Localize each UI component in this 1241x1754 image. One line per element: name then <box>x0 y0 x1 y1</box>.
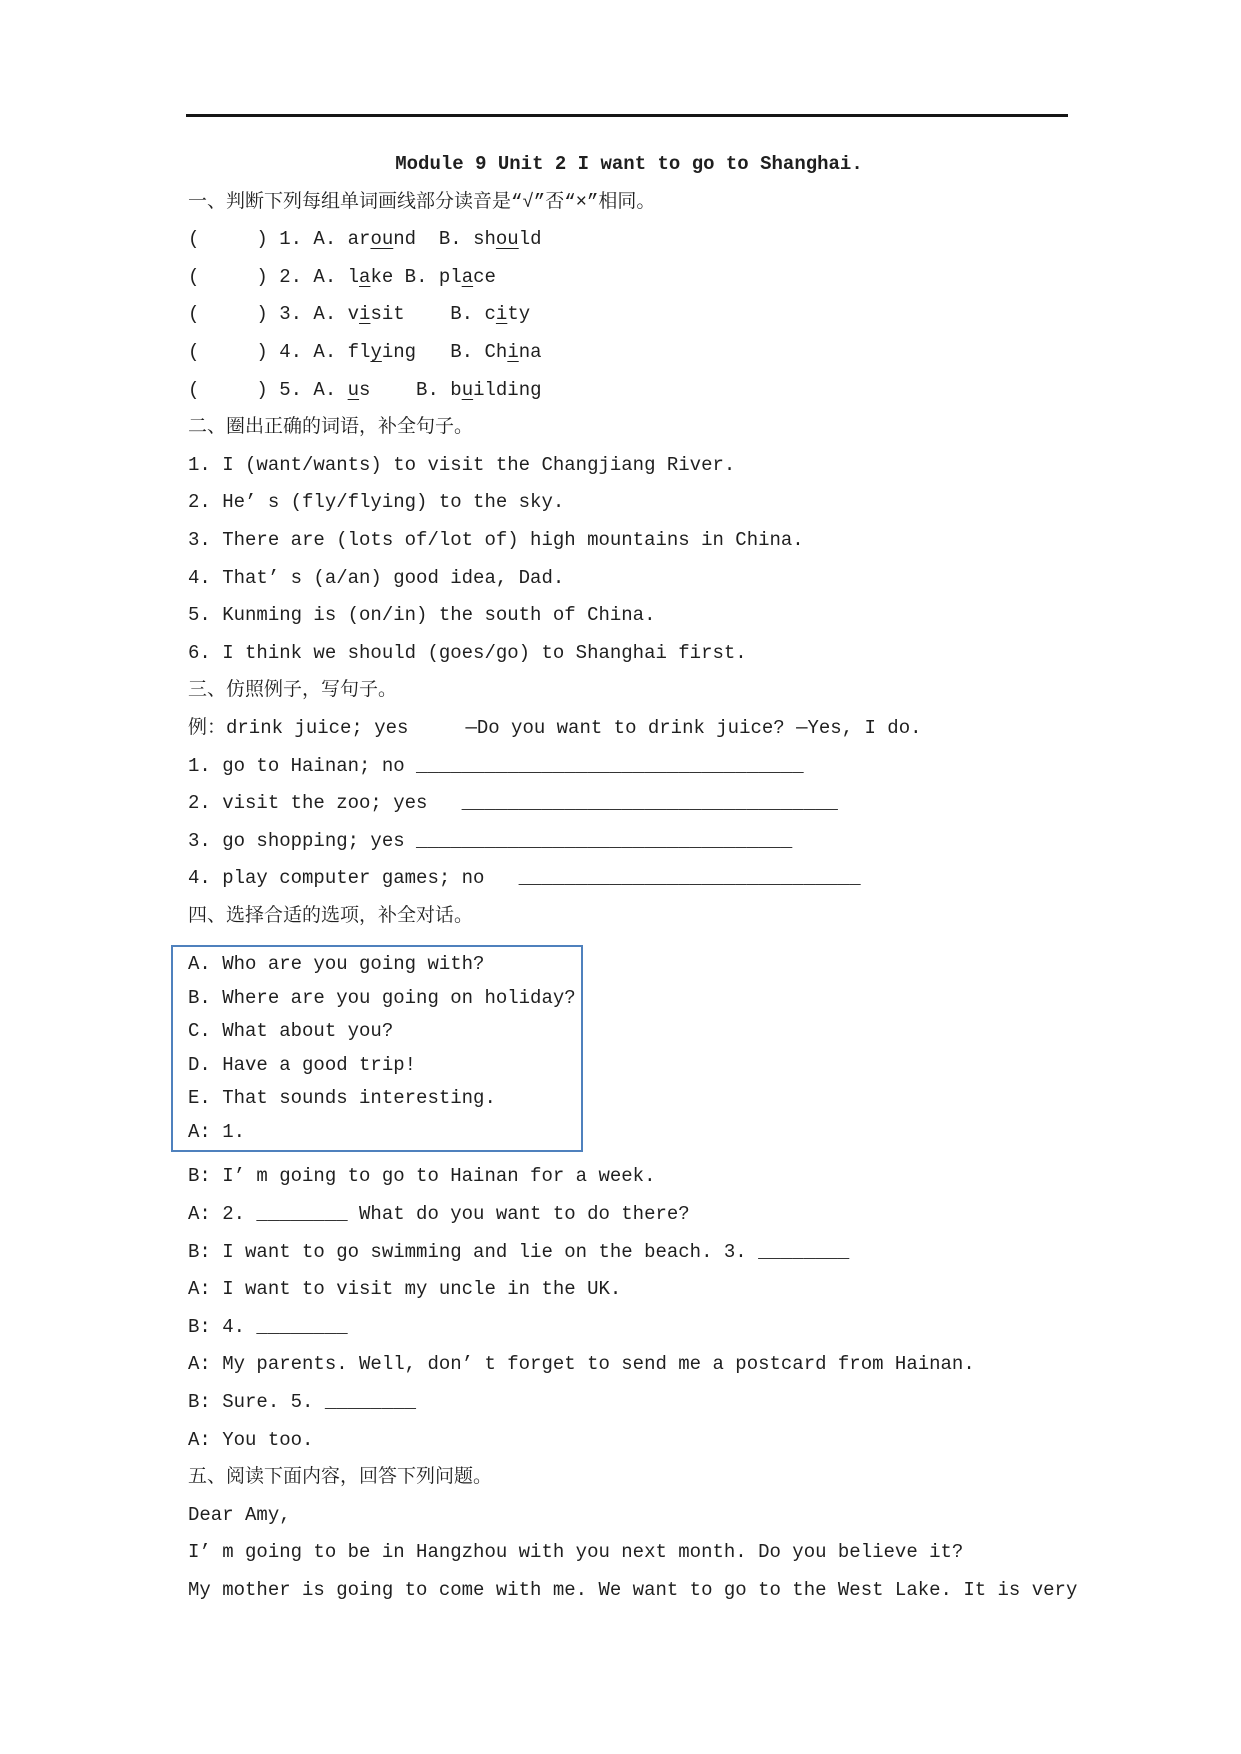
word-b-part: ce <box>473 265 496 288</box>
word-b-part: sh <box>473 228 496 251</box>
word-a-part: l <box>347 265 360 288</box>
dialog-line: B: I’ m going to go to Hainan for a week. <box>188 1165 656 1188</box>
dialog-line: B: Sure. 5. ________ <box>188 1391 417 1414</box>
word-a-underlined: y <box>370 340 382 363</box>
section3-heading: 三、仿照例子，写句子。 <box>188 679 398 702</box>
circle-item-5: 5. Kunming is (on/in) the south of China. <box>188 604 656 627</box>
dialog-line: A: You too. <box>188 1428 314 1451</box>
word-a-part: nd <box>393 228 417 251</box>
pattern-item-3: 3. go shopping; yes _________________________________ <box>188 829 793 852</box>
item-separator: B. <box>416 340 485 363</box>
dialog-line: A: I want to visit my uncle in the UK. <box>188 1278 622 1301</box>
dialog-line: A: 2. ________ What do you want to do there? <box>188 1203 690 1226</box>
word-a-part: ar <box>347 228 371 251</box>
page-title: Module 9 Unit 2 I want to go to Shanghai. <box>395 153 863 175</box>
item-prefix: ( ) 1. A. <box>188 228 348 251</box>
word-b-underlined: ou <box>495 228 519 251</box>
option-e: E. That sounds interesting. <box>188 1087 496 1110</box>
item-separator: B. <box>370 378 451 401</box>
item-prefix: ( ) 4. A. <box>188 340 348 363</box>
word-a-part: v <box>347 303 360 326</box>
option-a: A. Who are you going with? <box>188 953 485 976</box>
circle-item-4: 4. That’ s (a/an) good idea, Dad. <box>188 566 565 589</box>
word-a-underlined: ou <box>370 228 394 251</box>
dialog-line: B: I want to go swimming and lie on the beach. 3. ________ <box>188 1240 850 1263</box>
word-b-part: pl <box>438 265 462 288</box>
worksheet-content <box>188 146 1078 1610</box>
circle-item-3: 3. There are (lots of/lot of) high mountains in China. <box>188 528 804 551</box>
letter-line: My mother is going to come with me. We want to go to the West Lake. It is very <box>188 1579 1078 1601</box>
word-b-underlined: a <box>461 265 474 288</box>
dialog-line: A: My parents. Well, don’ t forget to send me a postcard from Hainan. <box>188 1353 975 1376</box>
options-box <box>171 945 583 1152</box>
circle-item-1: 1. I (want/wants) to visit the Changjiang River. <box>188 453 736 476</box>
item-separator: B. <box>404 303 485 326</box>
word-b-part: ld <box>518 228 542 251</box>
word-b-part: Ch <box>484 340 508 363</box>
word-b-part: b <box>450 378 462 401</box>
item-prefix: ( ) 2. A. <box>188 265 348 288</box>
word-a-underlined: a <box>359 265 371 288</box>
header-rule <box>186 114 1068 117</box>
section1-heading: 一、判断下列每组单词画线部分读音是“√”否“×”相同。 <box>188 190 656 213</box>
item-prefix: ( ) 3. A. <box>188 303 348 326</box>
word-a-part: fl <box>347 340 371 363</box>
option-d: D. Have a good trip! <box>188 1053 417 1076</box>
section2-heading: 二、圈出正确的词语，补全句子。 <box>188 416 474 439</box>
phonics-item-4 <box>188 334 1070 372</box>
pattern-item-1: 1. go to Hainan; no __________________________________ <box>188 754 804 777</box>
section4-heading: 四、选择合适的选项，补全对话。 <box>188 904 474 927</box>
circle-item-2: 2. He’ s (fly/flying) to the sky. <box>188 491 565 514</box>
pattern-item-4: 4. play computer games; no ______________________________ <box>188 867 861 890</box>
word-b-part: c <box>484 303 496 326</box>
example-line: 例：drink juice; yes —Do you want to drink juice? —Yes, I do. <box>188 716 922 739</box>
item-prefix: ( ) 5. A. <box>188 378 348 401</box>
word-a-part: s <box>359 378 371 401</box>
pattern-item-2: 2. visit the zoo; yes _________________________________ <box>188 792 838 815</box>
letter-line: I’ m going to be in Hangzhou with you next month. Do you believe it? <box>188 1541 964 1564</box>
word-a-underlined: i <box>359 303 371 326</box>
word-a-part: sit <box>370 303 405 326</box>
circle-item-6: 6. I think we should (goes/go) to Shanghai first. <box>188 641 747 664</box>
word-b-part: ilding <box>473 378 542 401</box>
option-b: B. Where are you going on holiday? <box>188 986 576 1009</box>
word-b-part: na <box>518 340 542 363</box>
item-separator: B. <box>393 265 439 288</box>
word-b-underlined: i <box>507 340 519 363</box>
dialog-line-a1: A: 1. <box>188 1120 246 1143</box>
phonics-item-5 <box>188 372 1070 410</box>
phonics-item-2 <box>188 259 1070 297</box>
item-separator: B. <box>416 228 474 251</box>
word-a-part: ing <box>381 340 417 363</box>
letter-line: Dear Amy, <box>188 1503 291 1526</box>
phonics-item-1 <box>188 221 1070 259</box>
word-b-underlined: u <box>461 378 474 401</box>
dialog-line: B: 4. ________ <box>188 1315 348 1338</box>
section5-heading: 五、阅读下面内容，回答下列问题。 <box>188 1466 493 1489</box>
word-a-underlined: u <box>347 378 360 401</box>
option-c: C. What about you? <box>188 1020 394 1043</box>
word-a-part: ke <box>370 265 394 288</box>
word-b-part: ty <box>507 303 531 326</box>
phonics-item-3 <box>188 296 1070 334</box>
word-b-underlined: i <box>495 303 508 326</box>
